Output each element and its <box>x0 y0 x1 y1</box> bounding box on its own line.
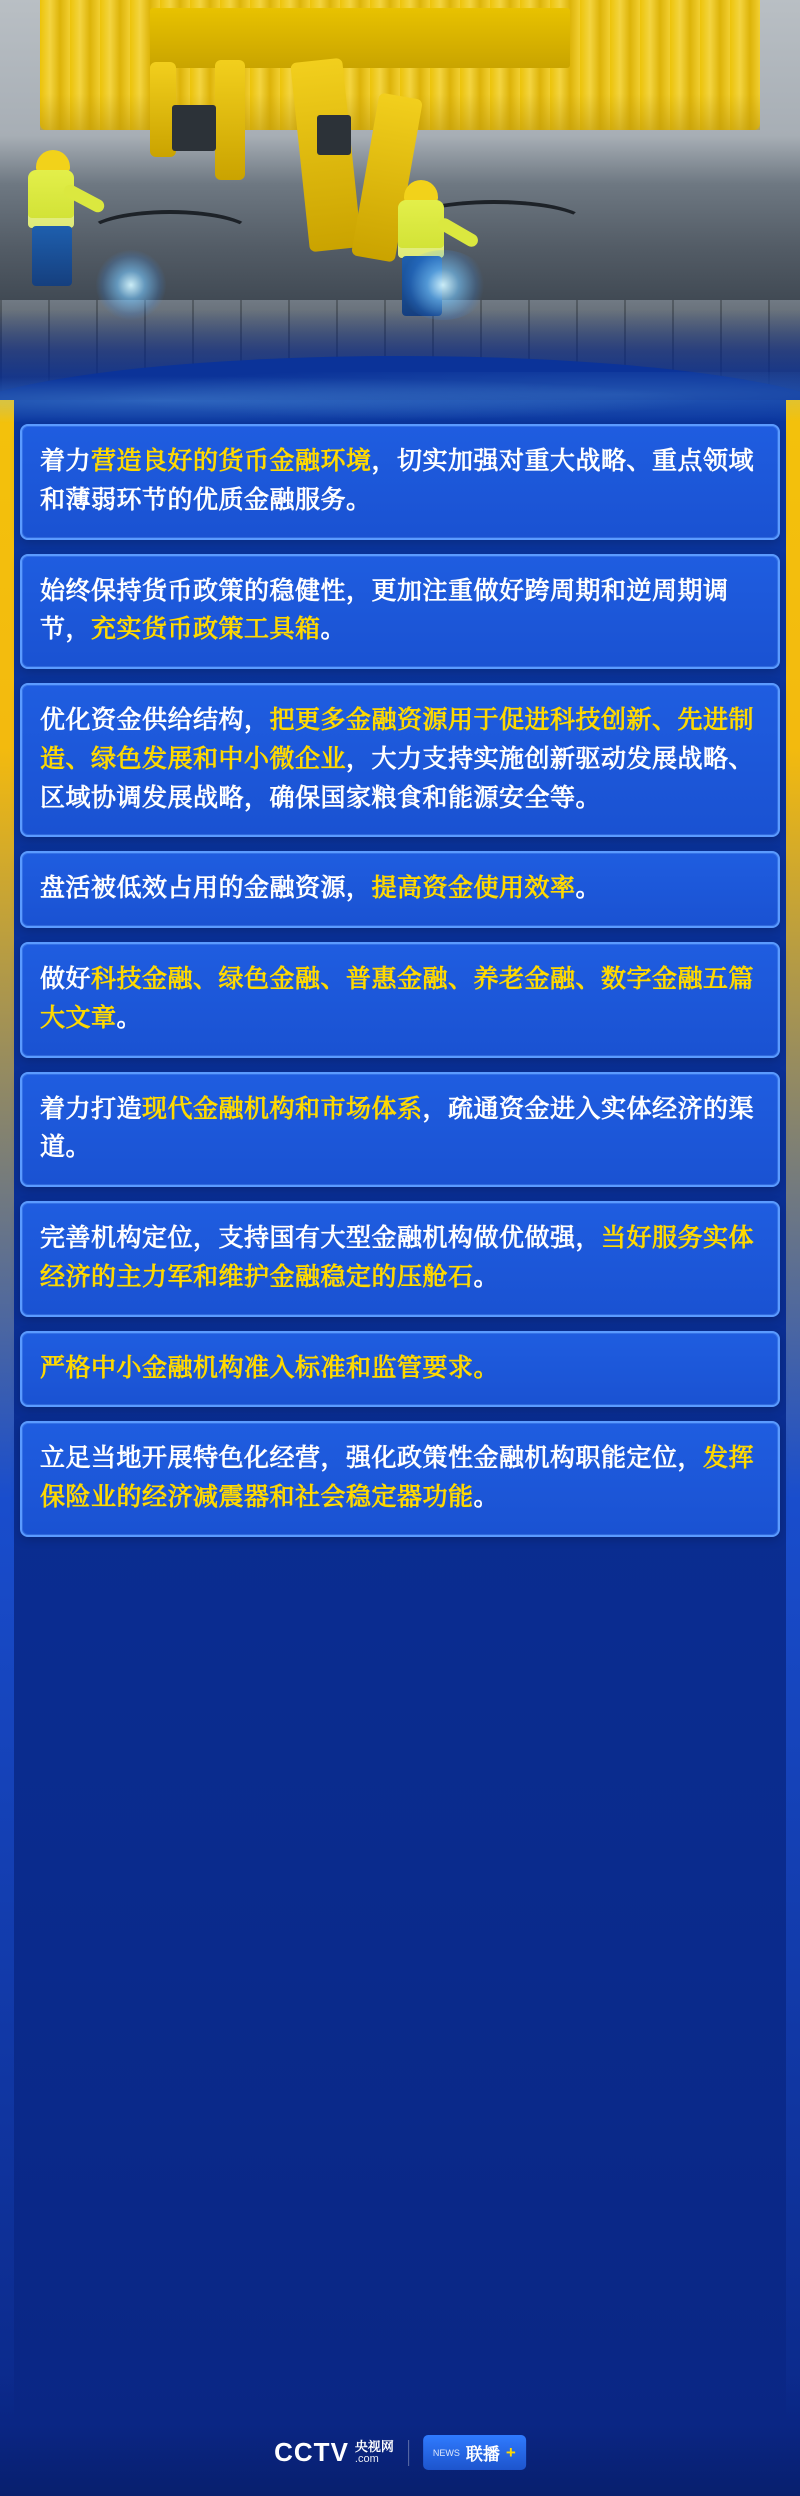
statement-text <box>40 701 760 817</box>
plain-phrase: 。 <box>116 1003 143 1032</box>
plain-phrase: 立足当地开展特色化经营，强化政策性金融机构职能定位， <box>40 1444 704 1473</box>
statement-card-list <box>20 424 780 1551</box>
safety-vest <box>28 170 74 228</box>
robot-head-module <box>172 105 216 151</box>
statement-card <box>20 683 780 837</box>
plain-phrase: 。 <box>473 1483 500 1511</box>
highlighted-phrase: 严格中小金融机构准入标准和监管要求。 <box>40 1353 500 1382</box>
plain-phrase: 。 <box>473 1262 500 1291</box>
highlighted-phrase: 把更多金融资源用于促进科技创新、先进制造、绿色发展和中小微企业 <box>40 706 755 773</box>
statement-card <box>20 1331 780 1408</box>
statement-card <box>20 851 780 928</box>
plain-phrase: 盘活被低效占用的金融资源， <box>40 874 372 903</box>
plain-phrase: 。 <box>575 874 602 903</box>
lianbo-label: 联播 <box>465 2445 500 2464</box>
worker-legs <box>32 226 72 286</box>
cctv-sublabel <box>355 2440 394 2465</box>
plain-phrase: ，疏通资金进入实体经济的渠道。 <box>40 1094 755 1162</box>
cctv-logo[interactable] <box>274 2437 394 2468</box>
gantry-beam <box>150 8 570 68</box>
cctv-en-label: .com <box>354 2452 379 2465</box>
plain-phrase: 完善机构定位，支持国有大型金融机构做优做强， <box>40 1224 602 1252</box>
lianbo-plus-badge[interactable] <box>423 2435 526 2470</box>
footer-logo-row <box>274 2435 526 2470</box>
highlighted-phrase: 营造良好的货币金融环境 <box>91 447 372 475</box>
hero-image <box>0 0 800 400</box>
highlighted-phrase: 科技金融、绿色金融、普惠金融、养老金融、数字金融五篇大文章 <box>40 965 755 1032</box>
plain-phrase: 着力打造 <box>40 1094 143 1123</box>
statement-text <box>40 1219 760 1297</box>
statement-card <box>20 554 780 670</box>
statement-card <box>20 1072 780 1188</box>
statement-text <box>40 1090 760 1168</box>
robot-head-module <box>317 115 351 155</box>
highlighted-phrase: 充实货币政策工具箱 <box>91 615 321 644</box>
cctv-wordmark: CCTV <box>274 2437 349 2467</box>
lianbo-en-label: NEWS <box>432 2447 460 2458</box>
statement-card <box>20 942 780 1058</box>
statement-text <box>40 1349 760 1388</box>
statement-text <box>40 572 760 650</box>
statement-text <box>40 869 760 908</box>
statement-text <box>40 1439 760 1517</box>
plain-phrase: ，大力支持实施创新驱动发展战略、区域协调发展战略，确保国家粮食和能源安全等。 <box>40 744 755 812</box>
statement-text <box>40 442 760 520</box>
robot-arm-icon <box>215 60 245 180</box>
statement-card <box>20 424 780 540</box>
lianbo-plus-sign: + <box>505 2442 516 2462</box>
highlighted-phrase: 现代金融机构和市场体系 <box>142 1094 423 1123</box>
highlighted-phrase: 当好服务实体经济的主力军和维护金融稳定的压舱石 <box>40 1224 755 1291</box>
plain-phrase: ，切实加强对重大战略、重点领域和薄弱环节的优质金融服务。 <box>40 447 755 514</box>
plain-phrase: 优化资金供给结构， <box>40 706 270 734</box>
plain-phrase: 做好 <box>40 965 92 993</box>
statement-text <box>40 960 760 1038</box>
plain-phrase: 始终保持货币政策的稳健性，更加注重做好跨周期和逆周期调节， <box>40 576 729 644</box>
statement-card <box>20 1201 780 1317</box>
plain-phrase: 着力 <box>40 447 92 475</box>
footer-divider <box>408 2440 409 2466</box>
cctv-cn-label: 央视网 <box>354 2438 394 2454</box>
light-band-decoration <box>0 372 800 428</box>
plain-phrase: 。 <box>320 615 347 644</box>
highlighted-phrase: 提高资金使用效率 <box>371 874 576 903</box>
highlighted-phrase: 发挥保险业的经济减震器和社会稳定器功能 <box>40 1444 755 1511</box>
statement-card <box>20 1421 780 1537</box>
footer <box>0 2376 800 2496</box>
